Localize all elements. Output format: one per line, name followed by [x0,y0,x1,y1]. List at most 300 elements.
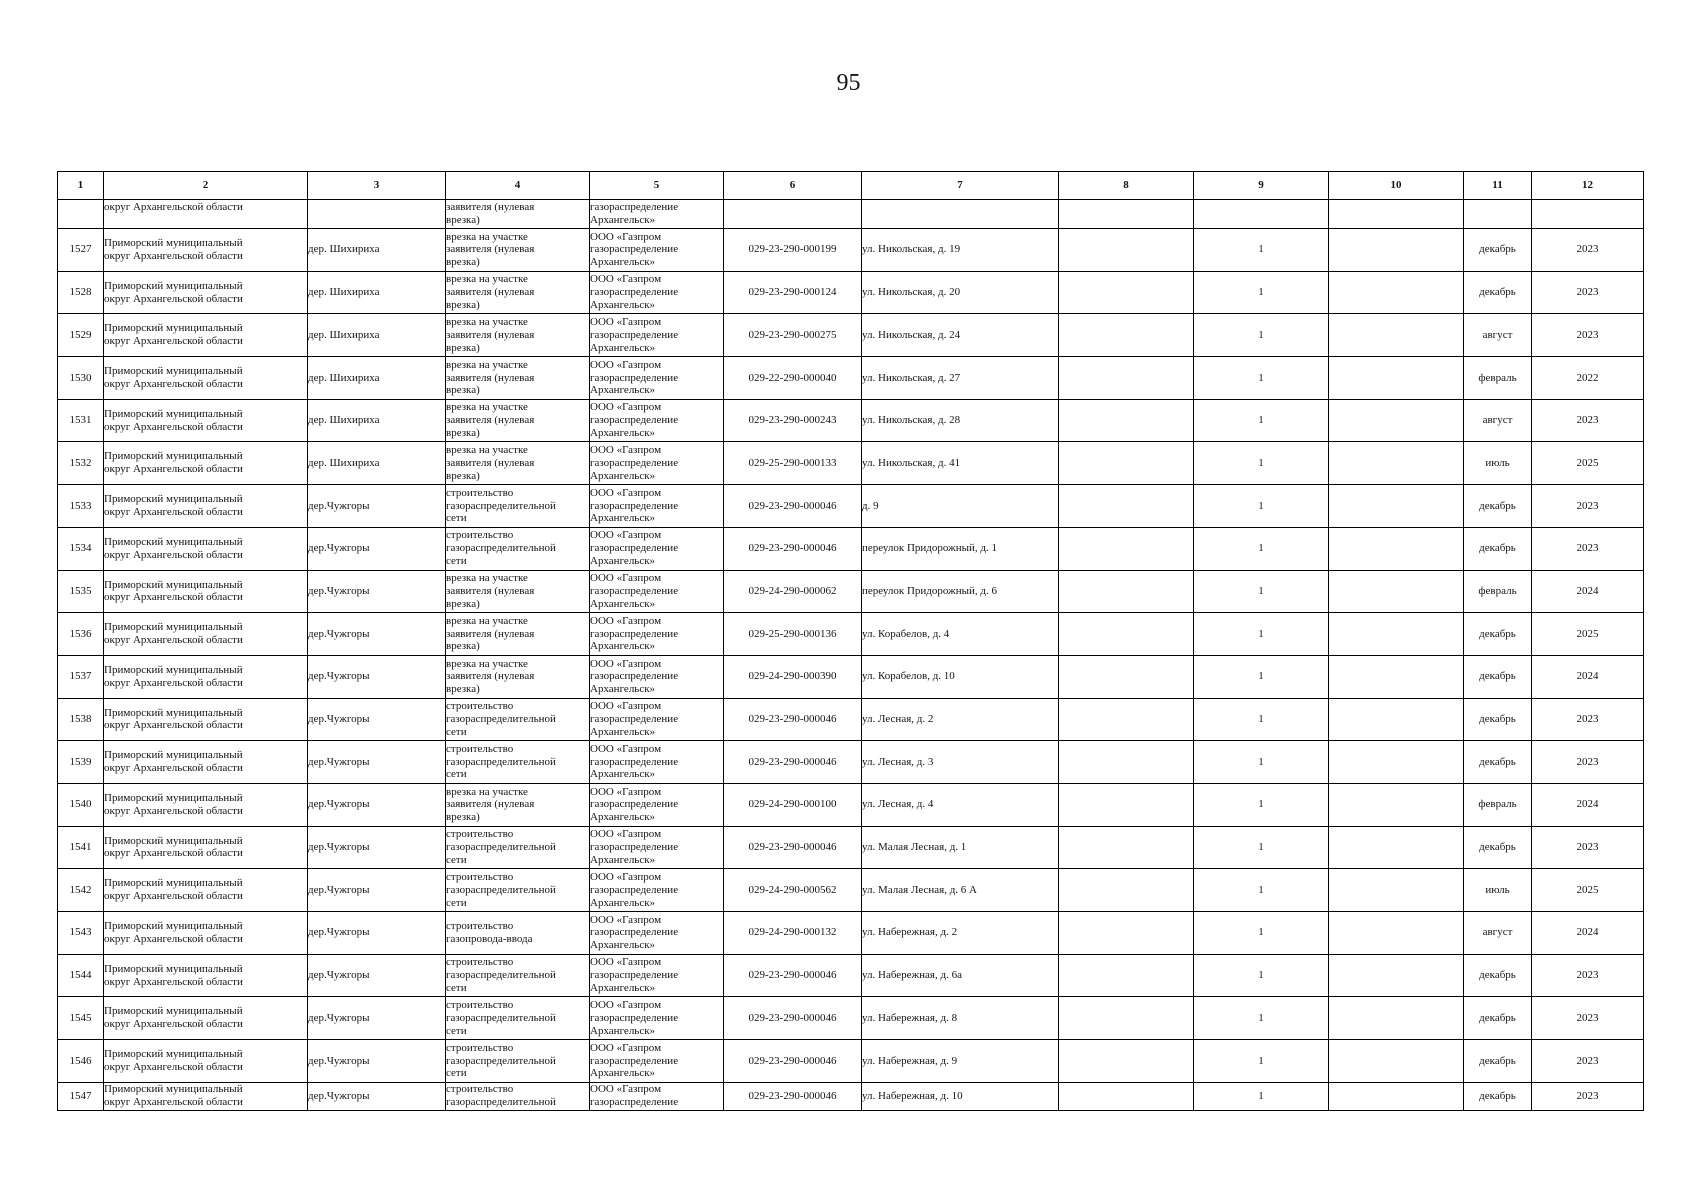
cell-company: ООО «Газпром газораспределение Архангельск» [590,357,724,400]
column-header: 2 [104,172,308,200]
cell-col10 [1329,271,1464,314]
cell-address: ул. Малая Лесная, д. 6 А [862,869,1059,912]
cell-company: ООО «Газпром газораспределение Архангельск» [590,613,724,656]
cell-code: 029-24-290-000062 [724,570,862,613]
cell-work-type: врезка на участке заявителя (нулевая врезка) [446,271,590,314]
cell-count: 1 [1194,357,1329,400]
table-header [58,172,1644,200]
cell-work-type: врезка на участке заявителя (нулевая врезка) [446,314,590,357]
cell-count: 1 [1194,399,1329,442]
cell-col10 [1329,912,1464,955]
cell-code: 029-23-290-000243 [724,399,862,442]
page-number: 95 [836,70,861,96]
cell-count: 1 [1194,826,1329,869]
cell-company: ООО «Газпром газораспределение Архангельск» [590,826,724,869]
table-row [58,912,1644,955]
cell-code: 029-23-290-000046 [724,826,862,869]
cell-work-type: строительство газораспределительной сети [446,527,590,570]
table-row [58,271,1644,314]
cell-district: Приморский муниципальный округ Архангельской области [104,357,308,400]
cell-work-type: строительство газораспределительной сети [446,997,590,1040]
cell-number: 1529 [58,314,104,357]
cell-company: ООО «Газпром газораспределение Архангельск» [590,783,724,826]
cell-locality: дер.Чужгоры [308,741,446,784]
cell-year: 2024 [1532,912,1644,955]
cell-company: ООО «Газпром газораспределение Архангельск» [590,869,724,912]
cell-locality: дер.Чужгоры [308,698,446,741]
cell-col8 [1059,869,1194,912]
table-row [58,399,1644,442]
cell-number: 1547 [58,1082,104,1110]
cell-count: 1 [1194,229,1329,272]
cell-col10 [1329,229,1464,272]
cell-company: ООО «Газпром газораспределение Архангельск» [590,570,724,613]
cell-district: Приморский муниципальный округ Архангельской области [104,1082,308,1110]
cell-col10 [1329,954,1464,997]
cell-locality: дер.Чужгоры [308,912,446,955]
cell-locality: дер. Шихириха [308,229,446,272]
cell-col8 [1059,271,1194,314]
table-row [58,357,1644,400]
data-table [57,171,1644,1111]
cell-count [1194,200,1329,229]
cell-code: 029-23-290-000046 [724,954,862,997]
cell-district: Приморский муниципальный округ Архангельской области [104,741,308,784]
cell-code: 029-23-290-000046 [724,1040,862,1083]
table-body [58,200,1644,1111]
cell-number: 1546 [58,1040,104,1083]
cell-month: декабрь [1464,613,1532,656]
cell-count: 1 [1194,570,1329,613]
cell-address: ул. Никольская, д. 24 [862,314,1059,357]
cell-col10 [1329,1082,1464,1110]
cell-work-type: врезка на участке заявителя (нулевая врезка) [446,399,590,442]
cell-company: ООО «Газпром газораспределение Архангельск» [590,912,724,955]
cell-year [1532,200,1644,229]
cell-locality: дер. Шихириха [308,399,446,442]
column-header: 7 [862,172,1059,200]
cell-month: декабрь [1464,271,1532,314]
cell-year: 2024 [1532,655,1644,698]
cell-year: 2023 [1532,826,1644,869]
cell-month: февраль [1464,783,1532,826]
cell-year: 2023 [1532,698,1644,741]
table-row [58,783,1644,826]
cell-year: 2023 [1532,1040,1644,1083]
cell-col8 [1059,1040,1194,1083]
table-row [58,1040,1644,1083]
cell-district: Приморский муниципальный округ Архангельской области [104,271,308,314]
cell-number: 1534 [58,527,104,570]
cell-district: Приморский муниципальный округ Архангельской области [104,485,308,528]
column-header: 8 [1059,172,1194,200]
cell-district: Приморский муниципальный округ Архангельской области [104,314,308,357]
cell-address: ул. Никольская, д. 19 [862,229,1059,272]
cell-company: ООО «Газпром газораспределение Архангельск» [590,954,724,997]
cell-count: 1 [1194,527,1329,570]
cell-locality: дер.Чужгоры [308,1040,446,1083]
cell-company: ООО «Газпром газораспределение Архангельск» [590,399,724,442]
cell-work-type: врезка на участке заявителя (нулевая врезка) [446,613,590,656]
cell-address: переулок Придорожный, д. 1 [862,527,1059,570]
cell-col10 [1329,741,1464,784]
cell-col10 [1329,783,1464,826]
cell-number: 1544 [58,954,104,997]
cell-month: декабрь [1464,655,1532,698]
cell-code: 029-23-290-000199 [724,229,862,272]
cell-locality: дер.Чужгоры [308,826,446,869]
cell-code [724,200,862,229]
cell-locality: дер.Чужгоры [308,783,446,826]
cell-district: Приморский муниципальный округ Архангельской области [104,869,308,912]
cell-address [862,200,1059,229]
cell-col8 [1059,357,1194,400]
cell-district: Приморский муниципальный округ Архангельской области [104,527,308,570]
cell-month: декабрь [1464,527,1532,570]
table-row [58,698,1644,741]
cell-col8 [1059,200,1194,229]
cell-locality: дер.Чужгоры [308,1082,446,1110]
cell-work-type: врезка на участке заявителя (нулевая врезка) [446,655,590,698]
cell-address: ул. Набережная, д. 9 [862,1040,1059,1083]
cell-code: 029-23-290-000046 [724,485,862,528]
cell-address: ул. Набережная, д. 2 [862,912,1059,955]
cell-year: 2023 [1532,314,1644,357]
cell-month: август [1464,912,1532,955]
cell-col10 [1329,527,1464,570]
cell-district: Приморский муниципальный округ Архангельской области [104,613,308,656]
cell-col10 [1329,698,1464,741]
column-header: 1 [58,172,104,200]
cell-district: Приморский муниципальный округ Архангельской области [104,655,308,698]
cell-col10 [1329,997,1464,1040]
cell-year: 2025 [1532,442,1644,485]
cell-work-type: строительство газораспределительной сети [446,485,590,528]
cell-address: ул. Корабелов, д. 4 [862,613,1059,656]
cell-count: 1 [1194,741,1329,784]
cell-address: ул. Никольская, д. 20 [862,271,1059,314]
cell-locality: дер.Чужгоры [308,954,446,997]
cell-month: декабрь [1464,826,1532,869]
cell-count: 1 [1194,1082,1329,1110]
cell-address: ул. Малая Лесная, д. 1 [862,826,1059,869]
cell-locality: дер.Чужгоры [308,527,446,570]
cell-year: 2023 [1532,1082,1644,1110]
cell-col10 [1329,826,1464,869]
cell-district: округ Архангельской области [104,200,308,229]
cell-number: 1531 [58,399,104,442]
cell-code: 029-23-290-000046 [724,1082,862,1110]
cell-locality: дер.Чужгоры [308,655,446,698]
cell-number: 1528 [58,271,104,314]
cell-year: 2023 [1532,399,1644,442]
cell-work-type: строительство газораспределительной сети [446,869,590,912]
cell-district: Приморский муниципальный округ Архангельской области [104,826,308,869]
cell-count: 1 [1194,912,1329,955]
cell-col10 [1329,869,1464,912]
cell-company: ООО «Газпром газораспределение Архангельск» [590,527,724,570]
cell-number: 1545 [58,997,104,1040]
cell-col10 [1329,1040,1464,1083]
cell-year: 2023 [1532,997,1644,1040]
column-header: 12 [1532,172,1644,200]
cell-work-type: строительство газораспределительной сети [446,826,590,869]
cell-district: Приморский муниципальный округ Архангельской области [104,783,308,826]
table-row [58,485,1644,528]
header-row [58,172,1644,200]
cell-number [58,200,104,229]
cell-col10 [1329,485,1464,528]
column-header: 11 [1464,172,1532,200]
table-row [58,869,1644,912]
table-row [58,442,1644,485]
cell-locality: дер.Чужгоры [308,613,446,656]
cell-col8 [1059,783,1194,826]
cell-code: 029-24-290-000390 [724,655,862,698]
table-row [58,741,1644,784]
table-row [58,527,1644,570]
cell-address: ул. Лесная, д. 4 [862,783,1059,826]
cell-month: июль [1464,442,1532,485]
cell-company: ООО «Газпром газораспределение Архангельск» [590,741,724,784]
table-row [58,1082,1644,1110]
cell-col8 [1059,698,1194,741]
column-header: 5 [590,172,724,200]
cell-code: 029-23-290-000124 [724,271,862,314]
cell-address: ул. Набережная, д. 6а [862,954,1059,997]
cell-number: 1535 [58,570,104,613]
cell-col10 [1329,613,1464,656]
cell-work-type: врезка на участке заявителя (нулевая врезка) [446,442,590,485]
cell-col10 [1329,200,1464,229]
cell-company: ООО «Газпром газораспределение Архангельск» [590,698,724,741]
column-header: 3 [308,172,446,200]
cell-number: 1542 [58,869,104,912]
cell-code: 029-25-290-000136 [724,613,862,656]
cell-year: 2023 [1532,954,1644,997]
cell-month: декабрь [1464,997,1532,1040]
cell-year: 2023 [1532,271,1644,314]
cell-col8 [1059,229,1194,272]
cell-count: 1 [1194,655,1329,698]
cell-code: 029-24-290-000132 [724,912,862,955]
cell-district: Приморский муниципальный округ Архангельской области [104,399,308,442]
cell-address: ул. Корабелов, д. 10 [862,655,1059,698]
table-row [58,570,1644,613]
cell-count: 1 [1194,314,1329,357]
cell-month: август [1464,399,1532,442]
cell-col10 [1329,655,1464,698]
cell-month: август [1464,314,1532,357]
cell-month: декабрь [1464,954,1532,997]
cell-locality: дер. Шихириха [308,442,446,485]
table-row [58,314,1644,357]
cell-code: 029-24-290-000562 [724,869,862,912]
cell-col10 [1329,357,1464,400]
cell-address: ул. Никольская, д. 28 [862,399,1059,442]
continuation-row [58,200,1644,229]
column-header: 9 [1194,172,1329,200]
cell-count: 1 [1194,271,1329,314]
cell-col8 [1059,399,1194,442]
cell-code: 029-25-290-000133 [724,442,862,485]
cell-col8 [1059,527,1194,570]
cell-locality: дер. Шихириха [308,357,446,400]
cell-district: Приморский муниципальный округ Архангельской области [104,570,308,613]
cell-month: декабрь [1464,698,1532,741]
cell-address: ул. Никольская, д. 41 [862,442,1059,485]
cell-col8 [1059,954,1194,997]
cell-month: декабрь [1464,1040,1532,1083]
cell-col8 [1059,741,1194,784]
cell-col8 [1059,314,1194,357]
cell-company: ООО «Газпром газораспределение Архангельск» [590,485,724,528]
cell-col10 [1329,442,1464,485]
cell-district: Приморский муниципальный округ Архангельской области [104,229,308,272]
cell-district: Приморский муниципальный округ Архангельской области [104,442,308,485]
cell-col8 [1059,613,1194,656]
cell-number: 1538 [58,698,104,741]
cell-address: ул. Набережная, д. 8 [862,997,1059,1040]
cell-code: 029-23-290-000046 [724,997,862,1040]
cell-company: газораспределение Архангельск» [590,200,724,229]
cell-month: февраль [1464,570,1532,613]
cell-col8 [1059,485,1194,528]
cell-work-type: врезка на участке заявителя (нулевая врезка) [446,570,590,613]
cell-locality: дер.Чужгоры [308,485,446,528]
cell-year: 2023 [1532,485,1644,528]
column-header: 4 [446,172,590,200]
cell-number: 1541 [58,826,104,869]
cell-work-type: строительство газораспределительной сети [446,741,590,784]
cell-address: переулок Придорожный, д. 6 [862,570,1059,613]
cell-locality [308,200,446,229]
cell-code: 029-23-290-000046 [724,698,862,741]
cell-company: ООО «Газпром газораспределение [590,1082,724,1110]
cell-month: декабрь [1464,1082,1532,1110]
cell-district: Приморский муниципальный округ Архангельской области [104,698,308,741]
cell-count: 1 [1194,442,1329,485]
table-row [58,997,1644,1040]
cell-count: 1 [1194,485,1329,528]
cell-number: 1533 [58,485,104,528]
cell-work-type: строительство газораспределительной сети [446,954,590,997]
cell-count: 1 [1194,954,1329,997]
cell-col8 [1059,997,1194,1040]
cell-company: ООО «Газпром газораспределение Архангельск» [590,655,724,698]
cell-year: 2023 [1532,527,1644,570]
cell-district: Приморский муниципальный округ Архангельской области [104,954,308,997]
cell-work-type: врезка на участке заявителя (нулевая врезка) [446,783,590,826]
cell-col10 [1329,570,1464,613]
cell-col8 [1059,912,1194,955]
cell-code: 029-22-290-000040 [724,357,862,400]
column-header: 10 [1329,172,1464,200]
cell-year: 2024 [1532,570,1644,613]
cell-col10 [1329,399,1464,442]
cell-year: 2023 [1532,229,1644,272]
cell-work-type: строительство газораспределительной сети [446,1040,590,1083]
cell-month: декабрь [1464,229,1532,272]
cell-col8 [1059,442,1194,485]
cell-col8 [1059,826,1194,869]
cell-number: 1530 [58,357,104,400]
cell-address: ул. Набережная, д. 10 [862,1082,1059,1110]
cell-col8 [1059,655,1194,698]
cell-work-type: заявителя (нулевая врезка) [446,200,590,229]
table-row [58,655,1644,698]
cell-company: ООО «Газпром газораспределение Архангельск» [590,314,724,357]
cell-month: декабрь [1464,741,1532,784]
table-row [58,954,1644,997]
cell-company: ООО «Газпром газораспределение Архангельск» [590,1040,724,1083]
cell-month: декабрь [1464,485,1532,528]
cell-company: ООО «Газпром газораспределение Архангельск» [590,997,724,1040]
cell-year: 2025 [1532,613,1644,656]
cell-locality: дер.Чужгоры [308,570,446,613]
table-row [58,229,1644,272]
cell-work-type: врезка на участке заявителя (нулевая врезка) [446,229,590,272]
cell-address: ул. Никольская, д. 27 [862,357,1059,400]
cell-locality: дер.Чужгоры [308,869,446,912]
cell-col8 [1059,570,1194,613]
cell-month [1464,200,1532,229]
cell-address: ул. Лесная, д. 3 [862,741,1059,784]
cell-work-type: строительство газопровода-ввода [446,912,590,955]
cell-number: 1543 [58,912,104,955]
cell-company: ООО «Газпром газораспределение Архангельск» [590,442,724,485]
cell-work-type: врезка на участке заявителя (нулевая врезка) [446,357,590,400]
cell-year: 2023 [1532,741,1644,784]
cell-locality: дер.Чужгоры [308,997,446,1040]
cell-count: 1 [1194,698,1329,741]
cell-count: 1 [1194,869,1329,912]
cell-year: 2024 [1532,783,1644,826]
cell-work-type: строительство газораспределительной [446,1082,590,1110]
cell-year: 2025 [1532,869,1644,912]
table-row [58,826,1644,869]
cell-number: 1532 [58,442,104,485]
cell-district: Приморский муниципальный округ Архангельской области [104,997,308,1040]
cell-address: ул. Лесная, д. 2 [862,698,1059,741]
cell-count: 1 [1194,613,1329,656]
cell-code: 029-23-290-000046 [724,527,862,570]
cell-number: 1540 [58,783,104,826]
column-header: 6 [724,172,862,200]
cell-district: Приморский муниципальный округ Архангельской области [104,1040,308,1083]
cell-company: ООО «Газпром газораспределение Архангельск» [590,229,724,272]
cell-month: февраль [1464,357,1532,400]
cell-count: 1 [1194,783,1329,826]
cell-number: 1539 [58,741,104,784]
cell-month: июль [1464,869,1532,912]
cell-number: 1536 [58,613,104,656]
cell-work-type: строительство газораспределительной сети [446,698,590,741]
cell-company: ООО «Газпром газораспределение Архангельск» [590,271,724,314]
cell-year: 2022 [1532,357,1644,400]
cell-code: 029-23-290-000046 [724,741,862,784]
cell-col10 [1329,314,1464,357]
cell-number: 1527 [58,229,104,272]
cell-col8 [1059,1082,1194,1110]
cell-code: 029-24-290-000100 [724,783,862,826]
cell-address: д. 9 [862,485,1059,528]
cell-locality: дер. Шихириха [308,314,446,357]
cell-number: 1537 [58,655,104,698]
cell-count: 1 [1194,997,1329,1040]
cell-locality: дер. Шихириха [308,271,446,314]
cell-code: 029-23-290-000275 [724,314,862,357]
